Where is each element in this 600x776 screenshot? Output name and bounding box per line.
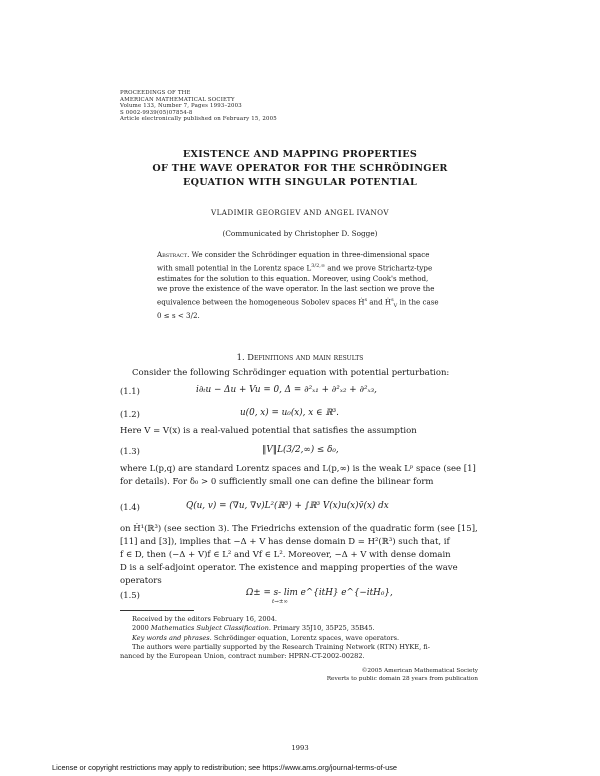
title-line2: OF THE WAVE OPERATOR FOR THE SCHRÖDINGER xyxy=(152,163,448,174)
equation-number: (1.2) xyxy=(120,409,140,419)
equation-1-5-limit: t→±∞ xyxy=(272,599,289,605)
footnotes xyxy=(120,615,478,661)
abstract-text: and we prove Strichartz-type xyxy=(325,262,433,272)
abstract xyxy=(157,250,449,322)
copyright-line1: ©2005 American Mathematical Society xyxy=(361,668,478,674)
equation-number: (1.4) xyxy=(120,502,140,512)
footnote-rule xyxy=(120,610,194,611)
paragraph-line: operators xyxy=(120,576,162,586)
paragraph-line: f ∈ D, then (−Δ + V)f ∈ L² and Vf ∈ L². Moreover, −Δ + V with dense domain xyxy=(120,550,451,560)
abstract-text: with small potential in the Lorentz space L xyxy=(157,262,312,272)
paragraph-line: for details). For δ₀ > 0 sufficiently small one can define the bilinear form xyxy=(120,477,434,487)
section-heading xyxy=(120,352,480,362)
paragraph-line: where L(p,q) are standard Lorentz spaces and L(p,∞) is the weak Lᵖ space (see [1] xyxy=(120,464,476,474)
paragraph-lorentz xyxy=(120,463,478,489)
section-title: Definitions and main results xyxy=(247,352,364,362)
support-line1: The authors were partially supported by the Research Training Network (RTN) HYKE, fi- xyxy=(132,642,430,651)
abstract-sup: s xyxy=(391,296,394,303)
paragraph-line: [11] and [3]), implies that −Δ + V has dense domain D = H²(ℝ³) such that, if xyxy=(120,537,450,547)
page-number: 1993 xyxy=(291,744,309,752)
license-notice-link[interactable]: License or copyright restrictions may apply to redistribution; see https://www.ams.org/journal-terms-of-use xyxy=(52,763,398,772)
paper-title xyxy=(120,148,480,190)
abstract-text: We consider the Schrödinger equation in three-dimensional space xyxy=(189,250,430,259)
journal-header xyxy=(120,90,277,123)
equation-number: (1.1) xyxy=(120,386,140,396)
title-line3: EQUATION WITH SINGULAR POTENTIAL xyxy=(182,177,417,188)
support-line2: nanced by the European Union, contract number: HPRN-CT-2002-00282. xyxy=(120,652,365,661)
abstract-label: Abstract. xyxy=(157,250,190,259)
journal-doi: S 0002-9939(05)07854-8 xyxy=(120,109,193,116)
equation-1-1: i∂ₜu − Δu + Vu = 0, Δ = ∂²ₓ₁ + ∂²ₓ₂ + ∂²ₓ₃, xyxy=(196,385,377,395)
equation-number: (1.5) xyxy=(120,590,140,600)
equation-number: (1.3) xyxy=(120,446,140,456)
equation-1-4: Q(u, v) = (∇u, ∇v)L²(ℝ³) + ∫ℝ³ V(x)u(x)v̄(x) dx xyxy=(186,501,389,511)
abstract-text: and Ḣ xyxy=(367,297,392,307)
equation-1-3: ‖V‖L(3/2,∞) ≤ δ₀, xyxy=(262,445,339,455)
communicated-by: (Communicated by Christopher D. Sogge) xyxy=(222,229,378,238)
equation-1-5: Ω± = s- lim e^{itH} e^{−itH₀}, xyxy=(246,588,393,598)
received-date: Received by the editors February 16, 2004. xyxy=(132,615,278,623)
section-number: 1. xyxy=(236,352,245,362)
paragraph-assumption: Here V = V(x) is a real-valued potential that satisfies the assumption xyxy=(120,426,417,436)
authors: VLADIMIR GEORGIEV AND ANGEL IVANOV xyxy=(211,208,389,217)
abstract-text: equivalence between the homogeneous Sobolev spaces Ḣ xyxy=(157,297,365,307)
journal-published: Article electronically published on February 15, 2005 xyxy=(120,116,277,123)
paragraph-line: D is a self-adjoint operator. The existence and mapping properties of the wave xyxy=(120,563,458,573)
paragraph-friedrichs xyxy=(120,523,478,588)
keywords-label: Key words and phrases. xyxy=(132,633,212,642)
abstract-text: we prove the existence of the wave operator. In the last section we prove the xyxy=(157,284,435,294)
abstract-text: 0 ≤ s < 3/2. xyxy=(157,311,200,321)
paragraph-intro: Consider the following Schrödinger equation with potential perturbation: xyxy=(132,368,450,378)
abstract-text: estimates for the solution to this equation. Moreover, using Cook's method, xyxy=(157,273,429,283)
journal-name-line1: PROCEEDINGS OF THE xyxy=(120,90,191,96)
equation-1-2: u(0, x) = u₀(x), x ∈ ℝ³. xyxy=(240,408,339,418)
title-line1: EXISTENCE AND MAPPING PROPERTIES xyxy=(182,149,418,160)
keywords xyxy=(120,634,478,643)
journal-name-line2: AMERICAN MATHEMATICAL SOCIETY xyxy=(120,96,235,103)
keywords-text: Schrödinger equation, Lorentz spaces, wave operators. xyxy=(211,633,400,642)
copyright-line2: Reverts to public domain 28 years from publication xyxy=(326,675,478,682)
msc-label: Mathematics Subject Classification. xyxy=(150,624,271,633)
abstract-sup: 3/2,∞ xyxy=(311,262,326,269)
msc-classification xyxy=(120,624,478,633)
copyright xyxy=(327,668,478,683)
abstract-text: in the case xyxy=(397,297,439,307)
paragraph-line: on Ḣ¹(ℝ³) (see section 3). The Friedrichs extension of the quadratic form (see [15], xyxy=(120,524,478,534)
msc-codes: Primary 35J10, 35P25, 35B45. xyxy=(270,624,375,633)
abstract-sup: s xyxy=(364,296,368,303)
journal-volume: Volume 133, Number 7, Pages 1993–2003 xyxy=(120,103,242,110)
abstract-sub: V xyxy=(393,302,398,309)
msc-year: 2000 xyxy=(132,624,151,633)
